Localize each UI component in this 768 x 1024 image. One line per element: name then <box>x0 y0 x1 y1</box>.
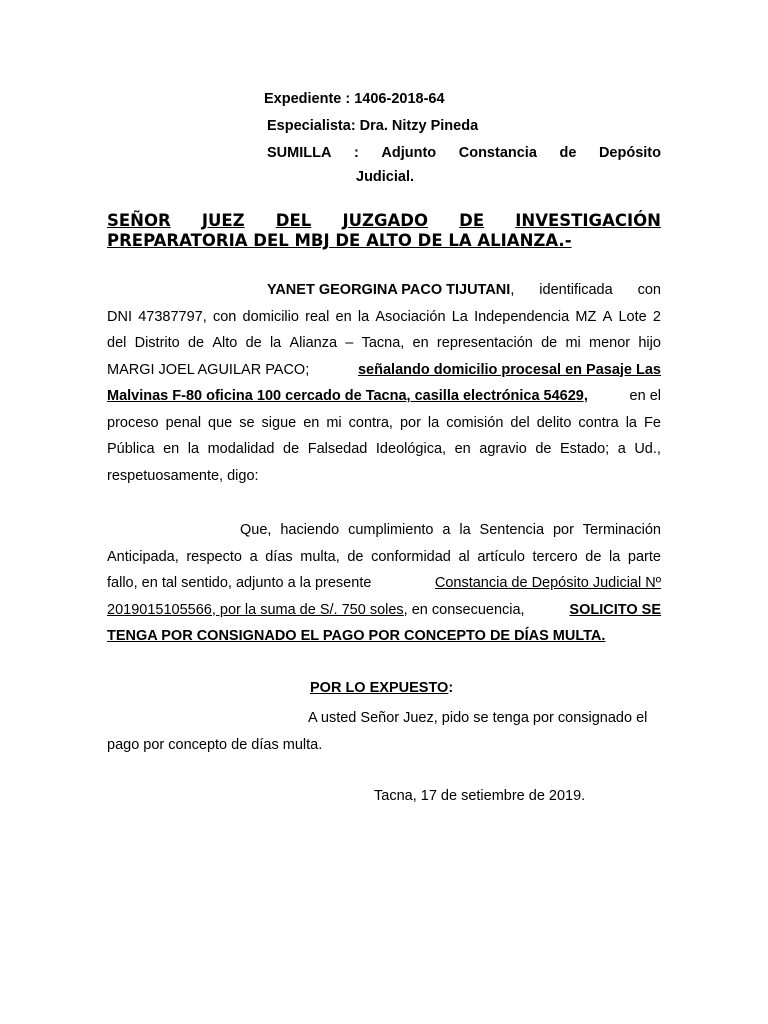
word: la <box>608 548 621 565</box>
word: hijo <box>638 335 661 351</box>
addressee-heading <box>107 211 661 251</box>
word: Constancia <box>458 145 537 161</box>
word: de <box>559 145 577 161</box>
word: La <box>451 308 468 325</box>
word: Depósito <box>598 145 661 161</box>
paragraph-line <box>107 544 661 571</box>
word: multa, <box>300 548 340 565</box>
request-start: SOLICITO SE <box>569 601 661 618</box>
sumilla-line <box>267 145 661 161</box>
word: agravio <box>479 441 527 457</box>
paragraph-line: pago por concepto de días multa. <box>107 736 323 753</box>
word: mi <box>565 335 581 351</box>
word: comisión <box>446 414 504 431</box>
paragraph-line <box>107 517 661 544</box>
word: JUEZ <box>201 211 245 230</box>
word: SEÑOR <box>107 211 171 230</box>
word: la <box>625 414 637 431</box>
word: en <box>163 441 180 457</box>
word: la <box>459 522 471 538</box>
word: JUZGADO <box>342 211 428 230</box>
word: Terminación <box>582 522 661 538</box>
paragraph-line: A usted Señor Juez, pido se tenga por consignado el <box>308 710 648 726</box>
paragraph-line: YANET GEORGINA PACO TIJUTANI, identificada con <box>267 282 661 298</box>
word: a <box>617 441 626 457</box>
procedural-address: señalando domicilio procesal en Pasaje Las <box>357 361 661 378</box>
word: la <box>357 308 370 325</box>
paragraph-line: respetuosamente, digo: <box>107 467 259 484</box>
sumilla-continuation: Judicial. <box>356 169 415 185</box>
deposit-amount: 2019015105566, por la suma de S/. 750 soles <box>107 601 404 618</box>
word: DE <box>459 211 485 230</box>
word: delito <box>536 414 572 431</box>
word: Estado; <box>560 441 610 457</box>
word: por <box>399 414 421 431</box>
word: parte <box>627 548 661 565</box>
word: de <box>535 441 552 457</box>
word: se <box>239 414 255 431</box>
closing-paragraph <box>107 705 661 758</box>
word: MZ <box>575 308 597 325</box>
word: Asociación <box>375 308 446 325</box>
word: en <box>335 308 352 325</box>
word: Ideológica, <box>375 441 447 457</box>
word: artículo <box>477 548 525 565</box>
word: en <box>303 414 320 431</box>
word: penal <box>165 414 202 431</box>
word: contra, <box>348 414 393 431</box>
word: días <box>265 548 293 565</box>
word: proceso <box>107 414 159 431</box>
word: menor <box>589 335 631 351</box>
word: domicilio <box>242 308 299 325</box>
word: SUMILLA <box>267 145 332 161</box>
case-number: Expediente : 1406-2018-64 <box>264 91 445 107</box>
paragraph-line <box>107 410 661 437</box>
word: – <box>345 335 354 351</box>
word: de <box>187 335 205 351</box>
word: que <box>208 414 233 431</box>
procedural-address-cont: Malvinas F-80 oficina 100 cercado de Tacna, casilla electrónica 54629, <box>107 388 588 404</box>
word: respecto <box>186 548 242 565</box>
word: Distrito <box>134 335 180 351</box>
word: INVESTIGACIÓN <box>515 211 661 230</box>
word: Que, <box>240 522 272 538</box>
word: Alianza <box>289 335 338 351</box>
word: por <box>552 522 574 538</box>
word: en <box>454 441 471 457</box>
word: de <box>585 548 602 565</box>
word: la <box>187 441 200 457</box>
word: Ud., <box>634 441 661 457</box>
word: Sentencia <box>479 522 545 538</box>
word: mi <box>326 414 342 431</box>
word: de <box>347 548 364 565</box>
word: haciendo <box>280 522 340 538</box>
word: Fe <box>643 414 661 431</box>
word: del <box>107 335 127 351</box>
request-paragraph <box>107 517 661 650</box>
word: Adjunto <box>381 145 437 161</box>
petitioner-paragraph <box>107 277 661 489</box>
place-date: Tacna, 17 de setiembre de 2019. <box>374 788 586 804</box>
word: de <box>541 335 558 351</box>
word: contra <box>578 414 619 431</box>
word: de <box>245 335 262 351</box>
word: 47387797, <box>138 308 207 325</box>
word: A <box>602 308 613 325</box>
word: la <box>269 335 282 351</box>
word: Anticipada, <box>107 548 179 565</box>
word: la <box>427 414 440 431</box>
deposit-reference: Constancia de Depósito Judicial Nº <box>434 575 661 591</box>
paragraph-line <box>107 436 661 463</box>
paragraph-line <box>107 304 661 331</box>
closing-heading: POR LO EXPUESTO: <box>310 680 454 696</box>
word: Alto <box>212 335 238 351</box>
word: modalidad <box>207 441 275 457</box>
word: Lote <box>618 308 647 325</box>
paragraph-line <box>107 330 661 357</box>
addressee-line-2: PREPARATORIA DEL MBJ DE ALTO DE LA ALIANZA.- <box>107 231 572 250</box>
word: Falsedad <box>307 441 368 457</box>
word: representación <box>436 335 533 351</box>
addressee-line-1 <box>107 211 661 231</box>
word: a <box>442 522 451 538</box>
word: Independencia <box>474 308 570 325</box>
word: tercero <box>532 548 578 565</box>
word: 2 <box>652 308 661 325</box>
paragraph-line: MARGI JOEL AGUILAR PACO; señalando domicilio procesal en Pasaje Las <box>107 357 661 384</box>
word: sigue <box>261 414 297 431</box>
word: conformidad <box>371 548 451 565</box>
word: cumplimiento <box>348 522 434 538</box>
word: de <box>283 441 300 457</box>
word: al <box>458 548 470 565</box>
paragraph-line: 2019015105566, por la suma de S/. 750 soles, en consecuencia, SOLICITO SE <box>107 597 661 624</box>
word: Tacna, <box>361 335 405 351</box>
word: con <box>212 308 237 325</box>
word: real <box>305 308 330 325</box>
word: Pública <box>107 441 155 457</box>
request-text: TENGA POR CONSIGNADO EL PAGO POR CONCEPTO DE DÍAS MULTA. <box>107 628 606 644</box>
word: en <box>412 335 429 351</box>
paragraph-line: fallo, en tal sentido, adjunto a la presente Constancia de Depósito Judicial Nº <box>107 570 661 597</box>
word: : <box>354 145 359 161</box>
sumilla <box>267 145 661 185</box>
word: DEL <box>275 211 312 230</box>
word: a <box>249 548 258 565</box>
word: del <box>510 414 530 431</box>
paragraph-line: Malvinas F-80 oficina 100 cercado de Tacna, casilla electrónica 54629, en el <box>107 383 661 410</box>
word: DNI <box>107 308 132 325</box>
petitioner-name: YANET GEORGINA PACO TIJUTANI <box>267 282 511 298</box>
specialist: Especialista: Dra. Nitzy Pineda <box>267 118 479 134</box>
